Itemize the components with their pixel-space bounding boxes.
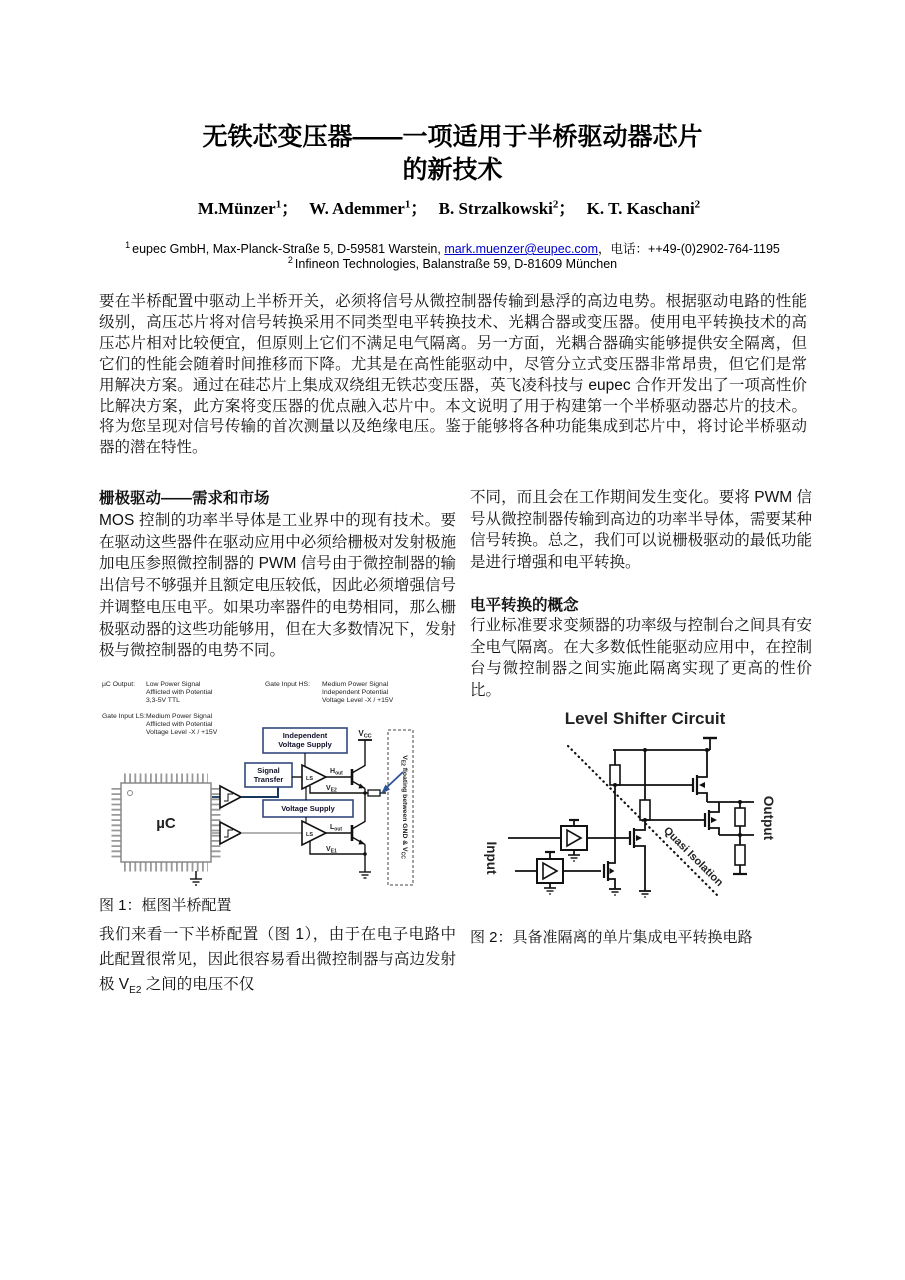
authors-line [0,194,905,219]
ve1-net [310,841,371,878]
paper-title [0,121,905,187]
paper-title-line2: 的新技术 [402,156,503,184]
svg-text:VE2: $V_{E2}$ [326,785,337,794]
svg-text:VCC: VCC [358,729,372,740]
right-paragraph-1: 不同，而且会在工作期间发生变化。要将 PWM 信号从微控制器传输到高边的功率半导体，需要某种信号转换。总之，我们可以说栅极驱动的最低功能是进行增强和电平转换。 [470,489,812,572]
svg-text:LS: LS [306,776,314,782]
figure2-caption: 图 2：具备准隔离的单片集成电平转换电路 [470,929,753,946]
svg-text:µC: µC [156,815,176,832]
section-heading-gate-drive: 栅极驱动——需求和市场 [99,490,270,507]
figure1-block-diagram [100,676,440,893]
svg-text:Voltage Level -X / +15V: Voltage Level -X / +15V [146,729,218,736]
svg-text:Independent: Independent [282,731,328,740]
svg-text:Voltage Supply: Voltage Supply [278,740,332,749]
abstract-paragraph: 要在半桥配置中驱动上半桥开关，必须将信号从微控制器传输到悬浮的高边电势。根据驱动电路的性能级别，高压芯片将对信号转换采用不同类型电平转换技术、光耦合器或变压器。使用电平转换技术的高压芯片相对比较便宜，但原则上它们不满足电气隔离。另一方面，光耦合器确实能够提供安全隔离，但它们的性能会随着时间推移而下降。尤其是在高性能驱动中，尽管分立式变压器非常昂贵，但它们是常用解决方案。通过在硅芯片上集成双绕组无铁芯变压器，英飞凌科技与 eupec 合作开发出了一项高性价比解决方案，此方案将变压器的优点融入芯片中。本文说明了用于构建第一个半桥驱动器芯片的技术。将为您呈现对信号传输的首次测量以及绝缘电压。鉴于能够将各种功能集成到芯片中，将讨论半桥驱动器的潜在特性。 [99,293,807,457]
lout-label: $L_{out}$ [330,824,343,833]
svg-text:Afflicted with Potential: Afflicted with Potential [146,721,213,728]
author-2: W. Ademmer$^1$； [309,198,428,218]
hs-transistor [352,729,372,793]
figure1-legend [102,681,394,736]
right-paragraph-2: 行业标准要求变频器的功率级与控制台之间具有安全电气隔离。在大多数低性能驱动应用中，在控制台与微控制器之间实施此隔离实现了更高的性价比。 [470,617,812,700]
left-paragraph-2: 我们来看一下半桥配置（图 1），由于在电子电路中此配置很常见，因此很容易看出微控制器与高边发射极 $V_{E2}$ 之间的电压不仅 [99,926,456,997]
left-paragraph-1: MOS 控制的功率半导体是工业界中的现有技术。要在驱动这些器件在驱动应用中必须给栅极对发射极施加电压参照微控制器的 PWM 信号由于微控制器的输出信号不够强并且额定电压较低，因此必须增强信号并调整电压电平。如果功率器件的电势相同，那么栅极驱动器的这些功能够用，但在大多数情况下，发射极与微控制器的电势不同。 [99,512,456,660]
ground-symbol [359,872,371,878]
author-3: B. Strzalkowski$^2$； [438,198,576,218]
svg-text:VE2 floating between GND & VCC: $V_{E2}$ floating between GND & $V_{CC}$ [399,755,408,859]
figure1-caption: 图 1：框图半桥配置 [99,897,232,914]
email-link[interactable]: mark.muenzer@eupec.com [444,242,599,256]
svg-text:Signal: Signal [257,766,280,775]
independent-voltage-supply-box [263,728,347,767]
svg-text:LS: LS [306,832,314,838]
svg-text:Independent Potential: Independent Potential [322,689,389,696]
input-label: Input [484,841,499,875]
svg-text:Gate Input LS:: Gate Input LS: [102,713,146,720]
svg-text:VE1: $V_{E1}$ [326,846,337,855]
ve2-net [310,785,386,796]
svg-text:Voltage Level -X / +15V: Voltage Level -X / +15V [322,697,394,704]
section-heading-level-shift: 电平转换的概念 [470,597,579,614]
quasi-isolation-label: Quasi Isolation [660,824,726,890]
affiliation-1: $^1$ eupec GmbH, Max-Planck-Straße 5, D-59581 Warstein, mark.muenzer@eupec.com，电话：++49-(0)2902-764-1195 [125,239,780,256]
svg-text:Afflicted with Potential: Afflicted with Potential [146,689,213,696]
svg-text:Gate Input HS:: Gate Input HS: [265,681,310,688]
svg-text:µC Output:: µC Output: [102,681,136,688]
signal-transfer-box [245,763,292,787]
svg-text:3,3-5V TTL: 3,3-5V TTL [146,697,180,704]
microcontroller-chip [116,778,216,885]
svg-text:Transfer: Transfer [253,775,284,784]
figure2-level-shifter [478,708,812,908]
svg-text:Medium Power Signal: Medium Power Signal [322,681,389,688]
figure2-title: Level Shifter Circuit [564,709,726,728]
author-1: M.Münzer$^1$； [197,198,299,218]
hout-label: $H_{out}$ [330,768,343,777]
ls-transistor [352,793,367,872]
ve2-subscript: E2 [129,985,142,997]
svg-text:Medium Power Signal: Medium Power Signal [146,713,213,720]
buffer-ls [212,822,302,844]
level-shifter-hs [292,765,352,789]
affiliation-2: $^2$ Infineon Technologies, Balanstraße 59, D-81609 München [287,255,618,272]
svg-text:Voltage Supply: Voltage Supply [281,804,335,813]
output-label: Output [761,795,776,841]
floating-note-box [381,730,413,885]
author-4: K. T. Kaschani$^2$ [586,198,701,218]
svg-text:Low Power Signal: Low Power Signal [146,681,201,688]
ground-symbol [190,879,202,885]
paper-title-line1: 无铁芯变压器——一项适用于半桥驱动器芯片 [202,123,703,151]
isolation-dotted-line [568,746,718,896]
